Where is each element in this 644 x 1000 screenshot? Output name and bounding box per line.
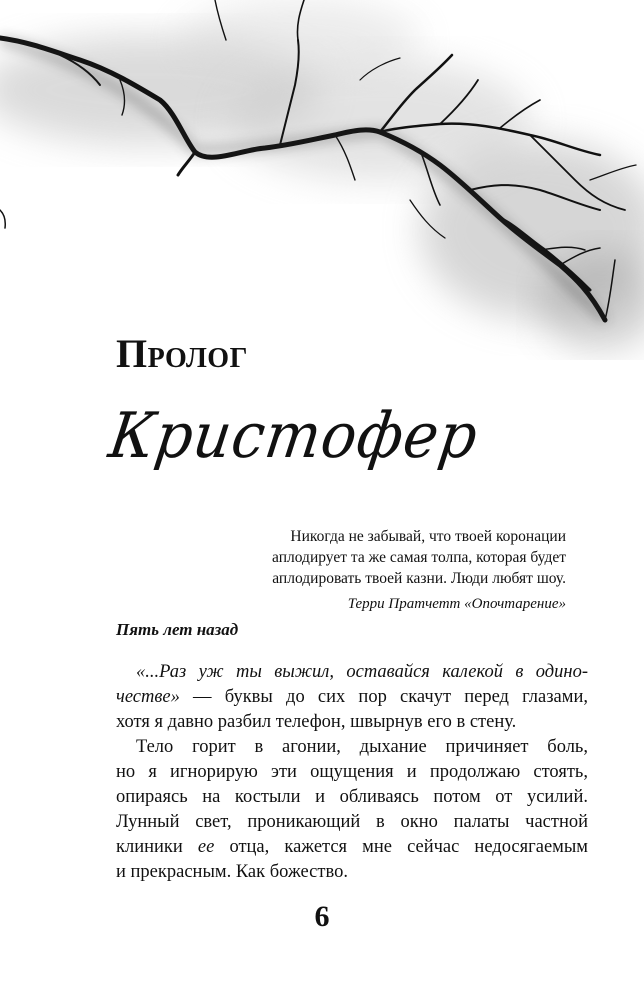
chapter-title — [116, 330, 248, 377]
time-header: Пять лет назад — [116, 620, 239, 639]
body-line — [116, 835, 588, 860]
text-fragment: — буквы до сих пор скачут перед глазами, — [179, 687, 588, 707]
epigraph-attribution: Терри Пратчетт «Опочтарение» — [347, 596, 566, 612]
body-line — [116, 685, 588, 710]
character-name: Кристофер — [104, 398, 483, 472]
body-line: Тело горит в агонии, дыхание причиняет боль, — [136, 737, 588, 757]
epigraph-line: Никогда не забывай, что твоей коронации — [290, 528, 566, 545]
body-line: и прекрасным. Как божество. — [116, 862, 348, 882]
body-line: опираясь на костыли и обливаясь потом от усилий. — [116, 787, 588, 807]
italic-fragment: честве» — [116, 687, 180, 707]
page-number: 6 — [314, 900, 330, 933]
text-fragment: отца, кажется мне сейчас недосягаемым — [214, 837, 588, 857]
epigraph-line: аплодирует та же самая толпа, которая будет — [272, 549, 566, 566]
epigraph-line: аплодировать твоей казни. Люди любят шоу. — [272, 570, 566, 587]
chapter-title-text: Пролог — [116, 331, 248, 376]
body-text — [116, 660, 588, 885]
body-line: но я игнорирую эти ощущения и продолжаю стоять, — [116, 762, 588, 782]
smoke-shading — [0, 0, 644, 350]
cracked-ink-illustration — [0, 0, 644, 360]
epigraph — [206, 526, 566, 589]
body-line: хотя я давно разбил телефон, швырнув его в стену. — [116, 712, 517, 732]
body-line: «...Раз уж ты выжил, оставайся калекой в одино- — [136, 662, 588, 682]
italic-fragment: ее — [197, 837, 215, 857]
body-line: Лунный свет, проникающий в окно палаты частной — [116, 812, 588, 832]
text-fragment: клиники — [116, 837, 198, 857]
